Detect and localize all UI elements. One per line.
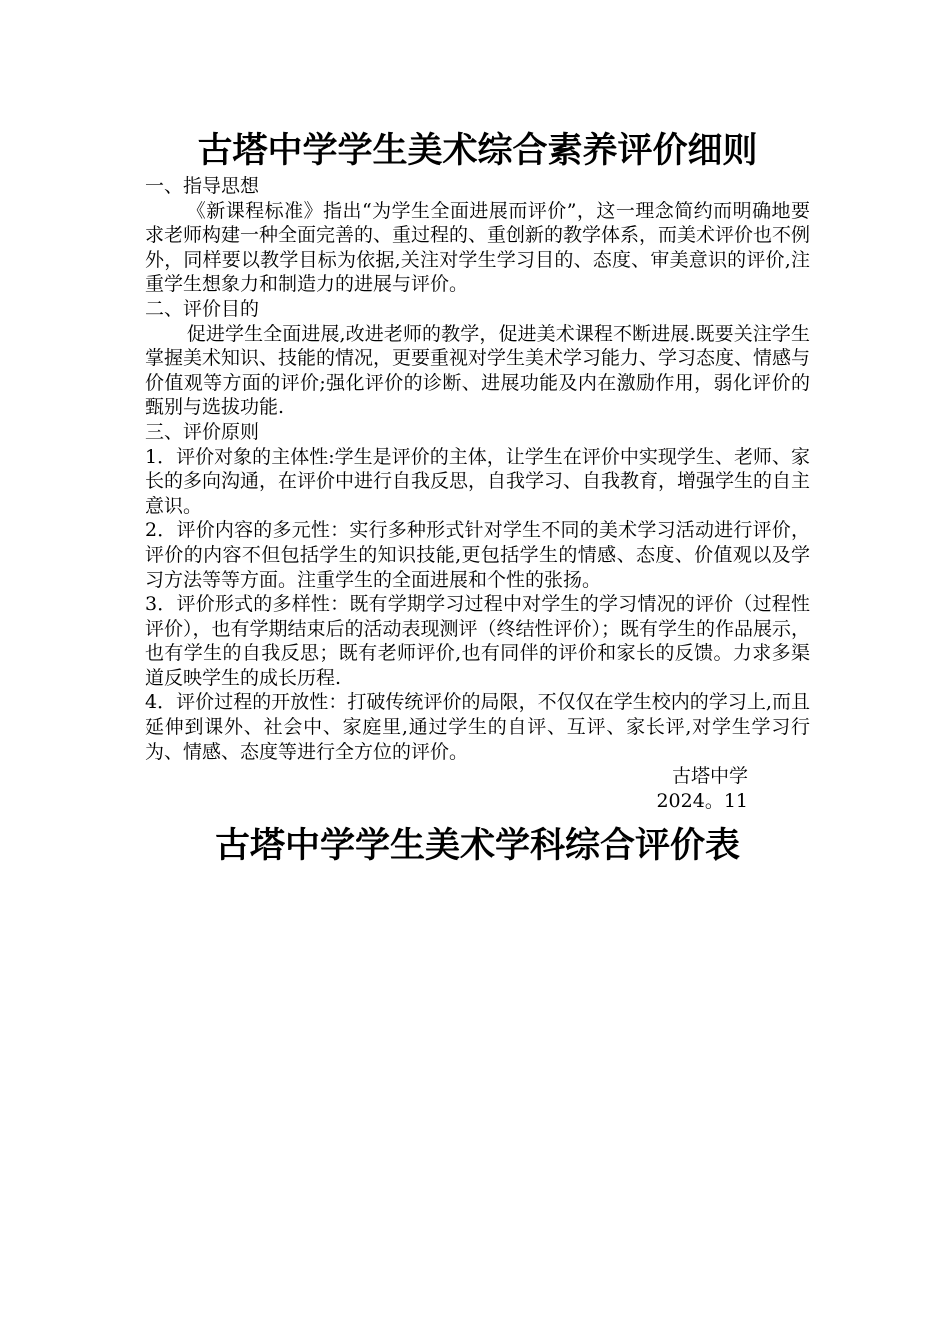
section-paragraph: 促进学生全面进展,改进老师的教学，促进美术课程不断进展.既要关注学生掌握美术知识、技能的情况，更要重视对学生美术学习能力、学习态度、情感与价值观等方面的评价;强化评价的诊断、进展功能及内在激励作用，弱化评价的甄别与选拔功能. xyxy=(145,322,811,419)
second-title: 古塔中学学生美术学科综合评价表 xyxy=(214,825,740,867)
section-guiding-thought xyxy=(145,174,810,297)
section-heading: 一、指导思想 xyxy=(145,175,260,197)
section-paragraph: 《新课程标准》指出“为学生全面进展而评价”，这一理念简约而明确地要求老师构建一种全面完善的、重过程的、重创新的教学体系，而美术评价也不例外，同样要以教学目标为依据,关注对学生学习目的、态度、审美意识的评价,注重学生想象力和制造力的进展与评价。 xyxy=(145,199,811,296)
principle-item: 1．评价对象的主体性:学生是评价的主体，让学生在评价中实现学生、老师、家长的多向沟通，在评价中进行自我反思，自我学习、自我教育，增强学生的自主意识。 xyxy=(145,445,811,517)
signature-school: 古塔中学 xyxy=(671,765,748,788)
section-heading: 三、评价原则 xyxy=(145,420,260,443)
principle-item: 2．评价内容的多元性：实行多种形式针对学生不同的美术学习活动进行评价，评价的内容不但包括学生的知识技能,更包括学生的情感、态度、价值观以及学习方法等等方面。注重学生的全面进展和个性的张扬。 xyxy=(145,519,810,591)
principle-item: 4．评价过程的开放性：打破传统评价的局限，不仅仅在学生校内的学习上,而且延伸到课外、社会中、家庭里,通过学生的自评、互评、家长评,对学生学习行为、情感、态度等进行全方位的评价。 xyxy=(145,691,810,763)
section-heading: 二、评价目的 xyxy=(145,297,260,320)
signature-date: 2024。11 xyxy=(656,789,748,812)
section-evaluation-principles xyxy=(145,420,810,764)
document-title: 古塔中学学生美术综合素养评价细则 xyxy=(197,130,758,171)
document-page xyxy=(145,128,810,869)
signature-block xyxy=(145,764,810,789)
principle-item: 3．评价形式的多样性：既有学期学习过程中对学生的学习情况的评价（过程性评价），也有学期结束后的活动表现测评（终结性评价）；既有学生的作品展示，也有学生的自我反思；既有老师评价,也有同伴的评价和家长的反馈。力求多渠道反映学生的成长历程. xyxy=(145,593,811,689)
section-evaluation-purpose xyxy=(145,297,810,420)
